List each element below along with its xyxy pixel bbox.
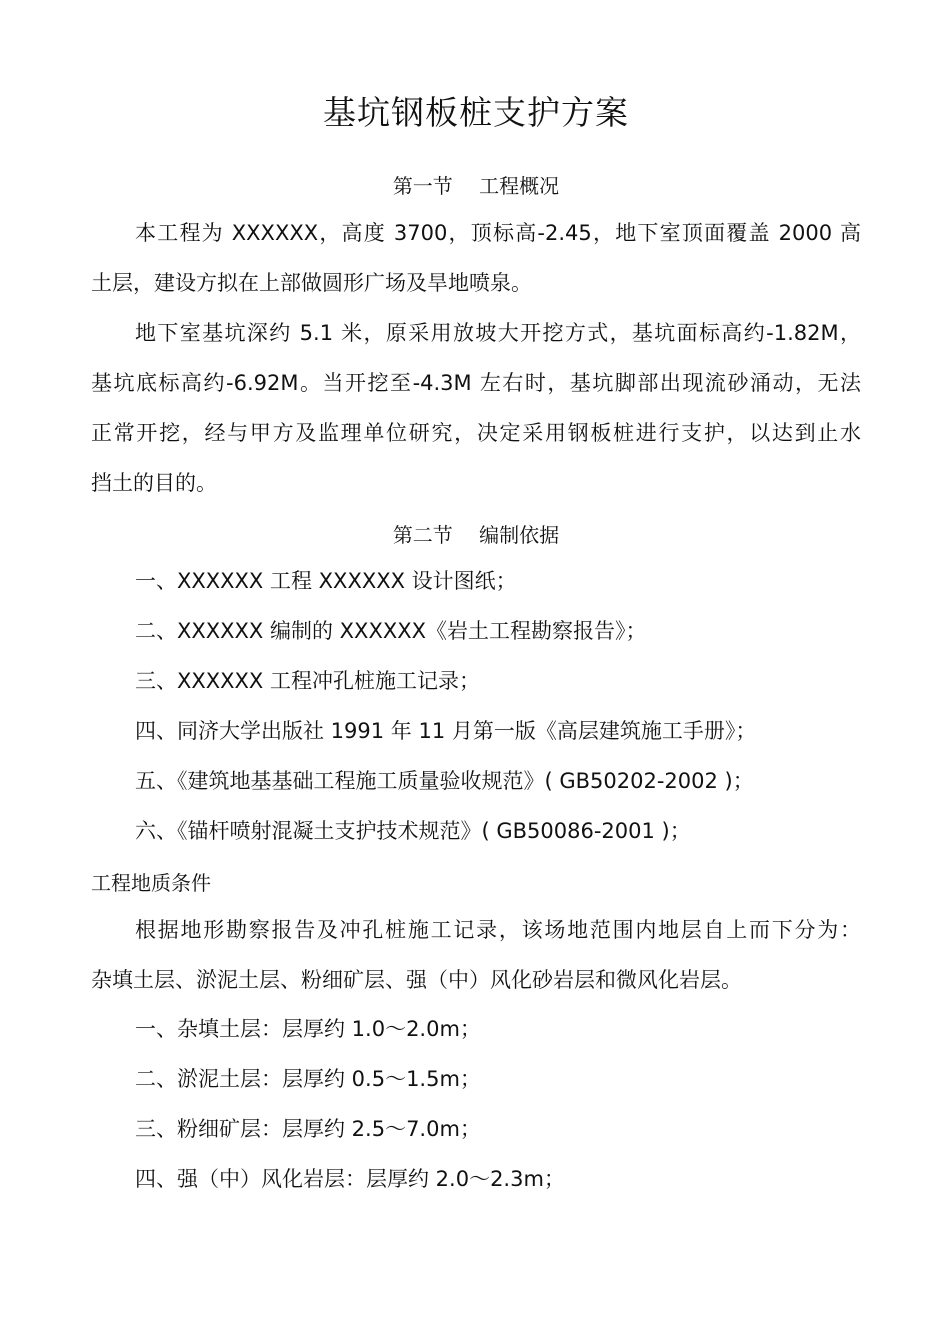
- list-item: 二、XXXXXX 编制的 XXXXXX《岩土工程勘察报告》；: [135, 619, 647, 643]
- paragraph-line: 土层，建设方拟在上部做圆形广场及旱地喷泉。: [91, 271, 532, 295]
- list-item: 三、XXXXXX 工程冲孔桩施工记录；: [135, 669, 480, 693]
- paragraph-line: 根据地形勘察报告及冲孔桩施工记录，该场地范围内地层自上而下分为：: [135, 918, 861, 942]
- paragraph-line: 基坑底标高约-6.92M。当开挖至-4.3M 左右时，基坑脚部出现流砂涌动，无法: [91, 371, 861, 395]
- paragraph-line: 地下室基坑深约 5.1 米，原采用放坡大开挖方式，基坑面标高约-1.82M，: [135, 321, 861, 345]
- list-item: 四、同济大学出版社 1991 年 11 月第一版《高层建筑施工手册》；: [135, 719, 757, 743]
- geology-heading: 工程地质条件: [91, 871, 211, 895]
- document-title: 基坑钢板桩支护方案: [323, 93, 629, 132]
- list-item: 二、淤泥土层：层厚约 0.5～1.5m；: [135, 1067, 481, 1091]
- section1-heading: 第一节 工程概况: [392, 174, 560, 198]
- paragraph-line: 杂填土层、淤泥土层、粉细矿层、强（中）风化砂岩层和微风化岩层。: [91, 968, 742, 992]
- paragraph-line: 正常开挖，经与甲方及监理单位研究，决定采用钢板桩进行支护，以达到止水: [91, 421, 861, 445]
- list-item: 一、杂填土层：层厚约 1.0～2.0m；: [135, 1017, 481, 1041]
- list-item: 五、《建筑地基基础工程施工质量验收规范》( GB50202-2002 )；: [135, 769, 754, 793]
- list-item: 四、强（中）风化岩层：层厚约 2.0～2.3m；: [135, 1167, 565, 1191]
- paragraph-line: 本工程为 XXXXXX，高度 3700，顶标高-2.45，地下室顶面覆盖 2000 高: [135, 221, 861, 245]
- list-item: 一、XXXXXX 工程 XXXXXX 设计图纸；: [135, 569, 517, 593]
- paragraph-line: 挡土的目的。: [91, 471, 217, 495]
- list-item: 六、《锚杆喷射混凝土支护技术规范》( GB50086-2001 )；: [135, 819, 691, 843]
- section2-heading: 第二节 编制依据: [392, 523, 560, 547]
- list-item: 三、粉细矿层：层厚约 2.5～7.0m；: [135, 1117, 481, 1141]
